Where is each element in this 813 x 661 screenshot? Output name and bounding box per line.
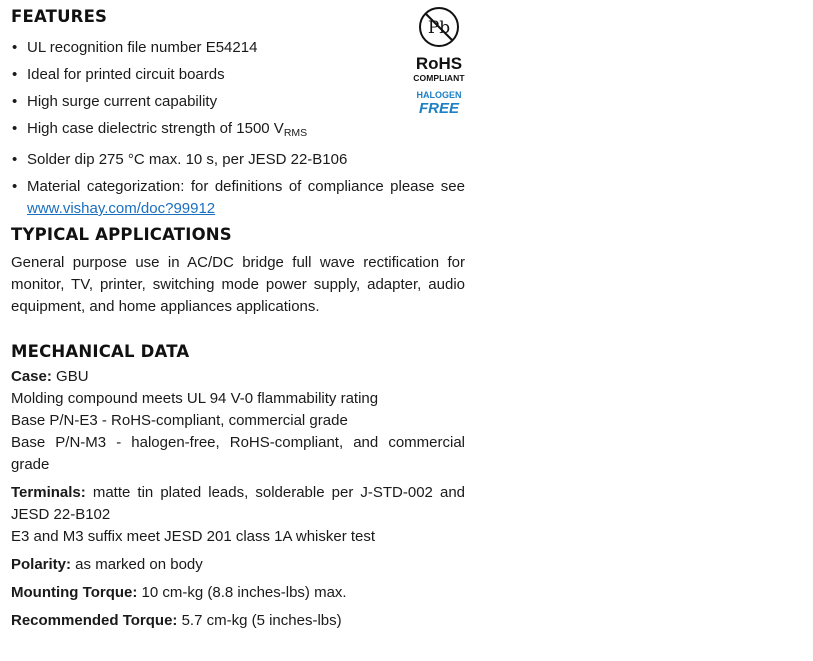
features-list bbox=[11, 37, 465, 220]
typical-applications-heading: TYPICAL APPLICATIONS bbox=[11, 225, 232, 244]
features-heading: FEATURES bbox=[11, 7, 108, 26]
polarity-value: as marked on body bbox=[71, 556, 203, 573]
recommended-torque-line bbox=[11, 610, 465, 632]
feature-item-text: Material categorization: for definitions of compliance please see bbox=[27, 178, 465, 195]
molding-line: Molding compound meets UL 94 V-0 flammability rating bbox=[11, 390, 379, 407]
mounting-torque-line bbox=[11, 582, 465, 604]
terminals-line bbox=[11, 482, 465, 526]
feature-item: • Ideal for printed circuit boards bbox=[11, 64, 465, 86]
halogen-label: HALOGEN bbox=[416, 90, 462, 100]
pb-symbol: Pb bbox=[427, 18, 451, 38]
feature-item: • UL recognition file number E54214 bbox=[11, 37, 465, 59]
case-value: GBU bbox=[51, 368, 89, 385]
base-m3-line: Base P/N-M3 - halogen-free, RoHS-compliant, and commercial grade bbox=[11, 434, 465, 473]
datasheet-column bbox=[11, 0, 465, 632]
free-label: FREE bbox=[418, 100, 459, 117]
recommended-torque-label: Recommended Torque: bbox=[11, 612, 178, 629]
mechanical-data-heading: MECHANICAL DATA bbox=[11, 342, 190, 361]
terminals-value: matte tin plated leads, solderable per J-STD-002 and JESD 22-B102 bbox=[11, 484, 465, 523]
feature-item-text: High case dielectric strength of 1500 V bbox=[27, 120, 284, 137]
lead-free-icon bbox=[418, 6, 460, 48]
case-line bbox=[11, 366, 465, 388]
terminals-label: Terminals: bbox=[11, 484, 86, 501]
feature-item bbox=[11, 176, 465, 220]
feature-item bbox=[11, 118, 465, 144]
polarity-line bbox=[11, 554, 465, 576]
compliance-badge bbox=[404, 6, 474, 117]
base-e3-line: Base P/N-E3 - RoHS-compliant, commercial grade bbox=[11, 412, 348, 429]
recommended-torque-value: 5.7 cm-kg (5 inches-lbs) bbox=[177, 612, 342, 629]
mounting-torque-value: 10 cm-kg (8.8 inches-lbs) max. bbox=[137, 584, 347, 601]
compliant-label: COMPLIANT bbox=[413, 73, 465, 83]
polarity-label: Polarity: bbox=[11, 556, 72, 573]
compliance-link[interactable]: www.vishay.com/doc?99912 bbox=[27, 200, 216, 217]
feature-item: • High surge current capability bbox=[11, 91, 465, 113]
typical-applications-text: General purpose use in AC/DC bridge full wave rectification for monitor, TV, printer, switching mode power supply, adapter, audio equipment, and home appliances applications. bbox=[11, 254, 465, 315]
rms-subscript: RMS bbox=[283, 127, 308, 139]
rohs-label: RoHS bbox=[415, 54, 463, 73]
whisker-line: E3 and M3 suffix meet JESD 201 class 1A whisker test bbox=[11, 528, 376, 545]
case-label: Case: bbox=[11, 368, 52, 385]
mounting-torque-label: Mounting Torque: bbox=[11, 584, 138, 601]
feature-item: • Solder dip 275 °C max. 10 s, per JESD 22-B106 bbox=[11, 149, 465, 171]
